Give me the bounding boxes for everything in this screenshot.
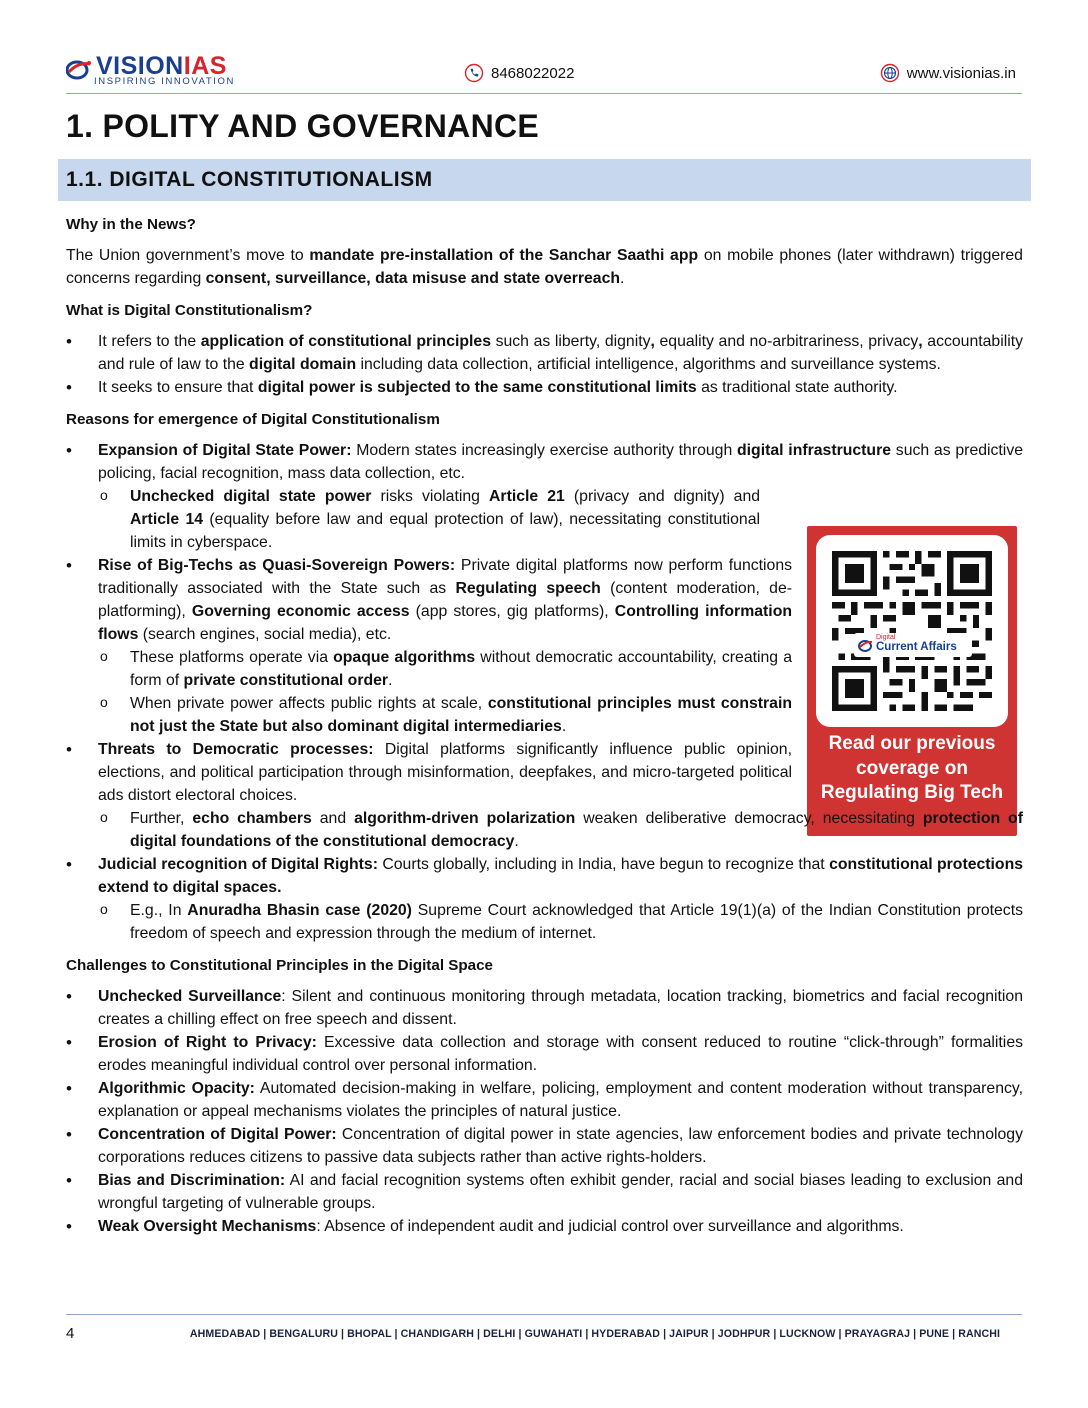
sub-list	[98, 899, 1023, 945]
challenges-heading: Challenges to Constitutional Principles in the Digital Space	[66, 957, 494, 974]
list-item: • Unchecked Surveillance: Silent and continuous monitoring through metadata, location tracking, biometrics and facial recognition creates a chilling effect on free speech and dissent.	[66, 985, 1023, 1031]
reasons-list	[66, 439, 1023, 945]
list-item: • Erosion of Right to Privacy: Excessive data collection and storage with consent reduced to routine “click-through” formalities erodes meaningful individual control over personal information.	[66, 1031, 1023, 1077]
challenges-list	[66, 985, 1023, 1238]
section-heading-bar	[58, 159, 1031, 201]
why-paragraph: The Union government’s move to mandate pre-installation of the Sanchar Saathi app on mobile phones (later withdrawn) triggered concerns regarding consent, surveillance, data misuse and state overreach.	[66, 247, 1023, 287]
what-list	[66, 330, 1023, 399]
list-item: • Weak Oversight Mechanisms: Absence of independent audit and judicial control over surveillance and algorithms.	[66, 1215, 1023, 1238]
page-number: 4	[66, 1325, 75, 1342]
phone-number: 8468022022	[491, 64, 575, 82]
visionias-logo	[66, 52, 256, 88]
list-item: • Rise of Big-Techs as Quasi-Sovereign Powers: Private digital platforms now perform functions traditionally associated with the State such as Regulating speech (content moderation, de-platforming), Governing economic access (app stores, gig platforms), Controlling information flows (search engines, social media), etc. o These platforms operate via opaque algorithms without democratic accountability, creating a form of private constitutional order. o When private power affects public rights at scale, constitutional principles must constrain not just the State but also dominant digital intermediaries.	[66, 554, 792, 738]
sub-list-item: o These platforms operate via opaque algorithms without democratic accountability, creating a form of private constitutional order.	[98, 646, 792, 692]
logo-swoosh-icon	[66, 58, 92, 80]
list-item: • Bias and Discrimination: AI and facial recognition systems often exhibit gender, racial and social biases leading to exclusion and wrongful targeting of vulnerable groups.	[66, 1169, 1023, 1215]
page-header	[66, 50, 1022, 94]
phone-icon	[464, 63, 484, 83]
sub-list	[98, 646, 792, 738]
chapter-title: 1. POLITY AND GOVERNANCE	[66, 108, 540, 144]
sub-list	[98, 485, 1023, 554]
list-item: • Algorithmic Opacity: Automated decision-making in welfare, policing, employment and content moderation without transparency, explanation or appeal mechanisms violates the principles of natural justice.	[66, 1077, 1023, 1123]
header-phone	[464, 63, 574, 83]
list-item: • It refers to the application of constitutional principles such as liberty, dignity, equality and no-arbitrariness, privacy, accountability and rule of law to the digital domain including data collection, artificial intelligence, algorithms and surveillance systems.	[66, 330, 1023, 376]
sub-list	[98, 807, 1023, 853]
header-website	[880, 63, 1016, 83]
sub-list-item: o Unchecked digital state power risks violating Article 21 (privacy and dignity) and Article 14 (equality before law and equal protection of law), necessitating constitutional limits in cyberspace.	[98, 485, 760, 554]
list-item: • Judicial recognition of Digital Rights: Courts globally, including in India, have begun to recognize that constitutional protections extend to digital spaces. o E.g., In Anuradha Bhasin case (2020) Supreme Court acknowledged that Article 19(1)(a) of the Indian Constitution protects freedom of speech and expression through the medium of internet.	[66, 853, 1023, 945]
qr-card-text: Read our previous coverage on Regulating Big Tech	[820, 733, 1004, 803]
list-item: • Expansion of Digital State Power: Modern states increasingly exercise authority through digital infrastructure such as predictive policing, facial recognition, mass data collection, etc. o Unchecked digital state power risks violating Article 21 (privacy and dignity) and Article 14 (equality before law and equal protection of law), necessitating constitutional limits in cyberspace.	[66, 439, 1023, 554]
sub-list-item: o When private power affects public rights at scale, constitutional principles must constrain not just the State but also dominant digital intermediaries.	[98, 692, 792, 738]
article-body	[66, 210, 1023, 1247]
logo-tagline: INSPIRING INNOVATION	[94, 76, 235, 87]
logo-name: VISIONIAS	[96, 52, 227, 80]
footer-cities: AHMEDABAD | BENGALURU | BHOPAL | CHANDIGARH | DELHI | GUWAHATI | HYDERABAD | JAIPUR | JODHPUR | LUCKNOW | PRAYAGRAJ | PUNE | RANCHI	[189, 1328, 1000, 1340]
page-footer	[66, 1314, 1022, 1342]
qr-label-small: Digital	[876, 634, 896, 641]
why-heading: Why in the News?	[66, 216, 196, 233]
sub-list-item: o Further, echo chambers and algorithm-driven polarization weaken deliberative democracy, necessitating protection of digital foundations of the constitutional democracy.	[98, 807, 1023, 853]
qr-label-main: Current Affairs	[876, 641, 957, 653]
reasons-heading: Reasons for emergence of Digital Constitutionalism	[66, 411, 440, 428]
section-title: 1.1. DIGITAL CONSTITUTIONALISM	[66, 168, 433, 191]
globe-icon	[880, 63, 900, 83]
website-link[interactable]: www.visionias.in	[906, 64, 1016, 82]
what-heading: What is Digital Constitutionalism?	[66, 302, 313, 319]
list-item: • Threats to Democratic processes: Digital platforms significantly influence public opinion, elections, and political participation through misinformation, deepfakes, and micro-targeted political ads distort electoral choices. o Further, echo chambers and algorithm-driven polarization weaken deliberative democracy, necessitating protection of digital foundations of the constitutional democracy.	[66, 738, 1023, 853]
sub-list-item: o E.g., In Anuradha Bhasin case (2020) Supreme Court acknowledged that Article 19(1)(a) of the Indian Constitution protects freedom of speech and expression through the medium of internet.	[98, 899, 1023, 945]
list-item: • Concentration of Digital Power: Concentration of digital power in state agencies, law enforcement bodies and private technology corporations reduces citizens to passive data subjects rather than active rights-holders.	[66, 1123, 1023, 1169]
list-item: • It seeks to ensure that digital power is subjected to the same constitutional limits as traditional state authority.	[66, 376, 1023, 399]
